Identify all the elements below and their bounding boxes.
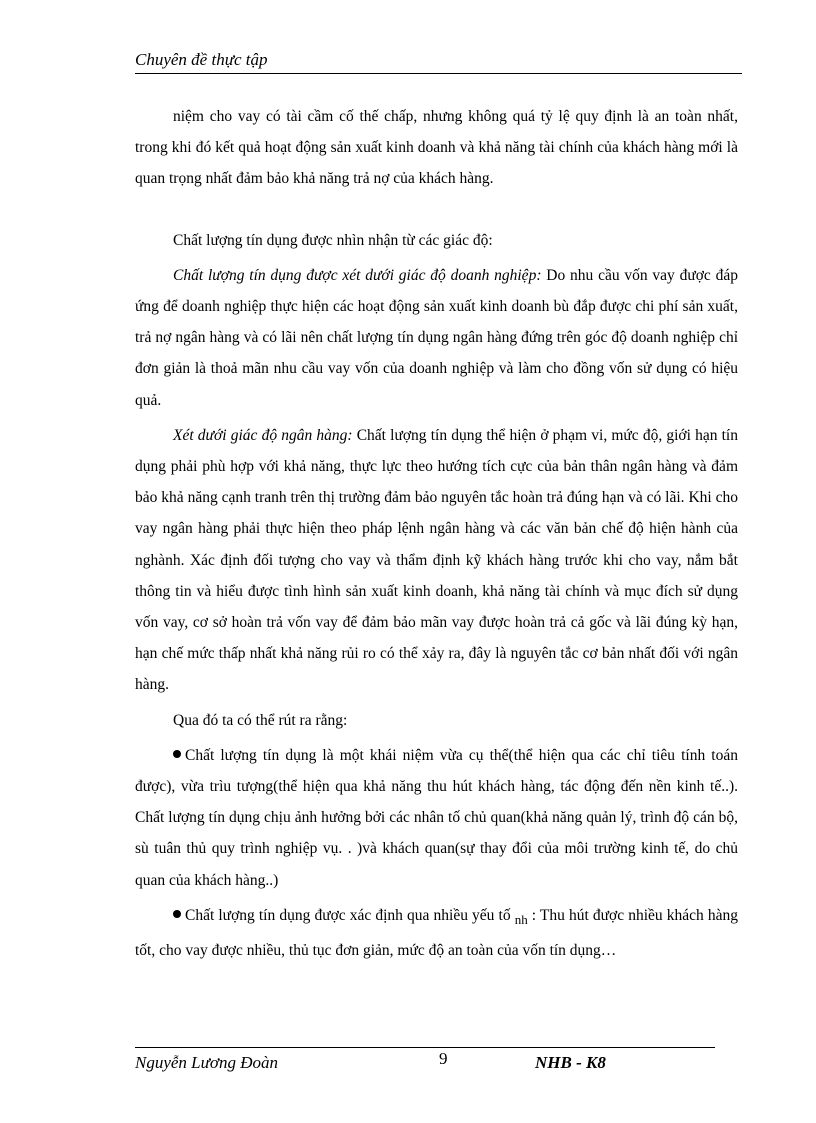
bullet-icon bbox=[173, 910, 181, 918]
paragraph-text: Do nhu cầu vốn vay được đáp ứng để doanh nghiệp thực hiện các hoạt động sản xuất kinh doanh bù đắp được chi phí sản xuất, trả nợ ngân hàng và có lãi nên chất lượng tín dụng ngân hàng đứng trên góc độ doanh nghiệp chỉ đơn giản là thoả mãn nhu cầu vay vốn của doanh nghiệp và làm cho đồng vốn sử dụng có hiệu quả. bbox=[135, 266, 738, 409]
paragraph-lead: Xét dưới giác độ ngân hàng: bbox=[173, 426, 353, 444]
running-header bbox=[135, 48, 742, 74]
running-footer bbox=[135, 1047, 715, 1074]
paragraph bbox=[135, 225, 738, 256]
bullet-icon bbox=[173, 750, 181, 758]
page-number: 9 bbox=[439, 1049, 448, 1068]
paragraph-text: Chất lượng tín dụng thể hiện ở phạm vi, mức độ, giới hạn tín dụng phải phù hợp với khả năng, thực lực theo hướng tích cực của bản thân ngân hàng và đảm bảo khả năng cạnh tranh trên thị trường đảm bảo nguyên tắc hoàn trả đúng hạn và có lãi. Khi cho vay ngân hàng phải thực hiện theo pháp lệnh ngân hàng và các văn bản chế độ hiện hành của nghành. Xác định đối tượng cho vay và thẩm định kỹ khách hàng trước khi cho vay, nắm bắt thông tin và hiểu được tình hình sản xuất kinh doanh, khả năng tài chính và mục đích sử dụng vốn vay, cơ sở hoàn trả vốn vay để đảm bảo mãn vay được hoàn trả cả gốc và lãi đúng kỳ hạn, hạn chế mức thấp nhất khả năng rủi ro có thể xảy ra, đây là nguyên tắc cơ bản nhất đối với ngân hàng. bbox=[135, 426, 738, 694]
document-body bbox=[135, 101, 738, 966]
subscript-text: nh bbox=[514, 911, 528, 927]
paragraph-text: Qua đó ta có thể rút ra rằng: bbox=[173, 711, 348, 729]
paragraph-text: Chất lượng tín dụng được nhìn nhận từ các giác độ: bbox=[173, 231, 493, 249]
footer-author: Nguyễn Lương Đoàn bbox=[135, 1053, 279, 1072]
bullet-paragraph bbox=[135, 900, 738, 966]
paragraph-text: niệm cho vay có tài cầm cố thế chấp, nhưng không quá tỷ lệ quy định là an toàn nhất, trong khi đó kết quả hoạt động sản xuất kinh doanh và khả năng tài chính của khách hàng mới là quan trọng nhất đảm bảo khả năng trả nợ của khách hàng. bbox=[135, 108, 738, 188]
paragraph bbox=[135, 420, 738, 701]
paragraph-text: : Thu hút được nhiều khách hàng tốt, cho vay được nhiều, thủ tục đơn giản, mức độ an toàn của vốn tín dụng… bbox=[135, 906, 739, 960]
paragraph bbox=[135, 705, 738, 736]
paragraph bbox=[135, 260, 738, 416]
paragraph-text: Chất lượng tín dụng là một khái niệm vừa cụ thể(thể hiện qua các chỉ tiêu tính toán được), vừa trìu tượng(thể hiện qua khả năng thu hút khách hàng, tác động đến nền kinh tế..). Chất lượng tín dụng chịu ảnh hưởng bởi các nhân tố chủ quan(khả năng quản lý, trình độ cán bộ, sù tuân thủ quy trình nghiệp vụ. . )và khách quan(sự thay đổi của môi trường kinh tế, do chủ quan của khách hàng..) bbox=[135, 746, 738, 889]
header-title: Chuyên đề thực tập bbox=[135, 50, 268, 69]
paragraph bbox=[135, 101, 738, 195]
footer-code: NHB - K8 bbox=[535, 1053, 606, 1072]
bullet-paragraph bbox=[135, 740, 738, 896]
paragraph-lead: Chất lượng tín dụng được xét dưới giác độ doanh nghiệp: bbox=[173, 266, 542, 284]
paragraph-text: Chất lượng tín dụng được xác định qua nhiều yếu tố bbox=[185, 906, 511, 924]
